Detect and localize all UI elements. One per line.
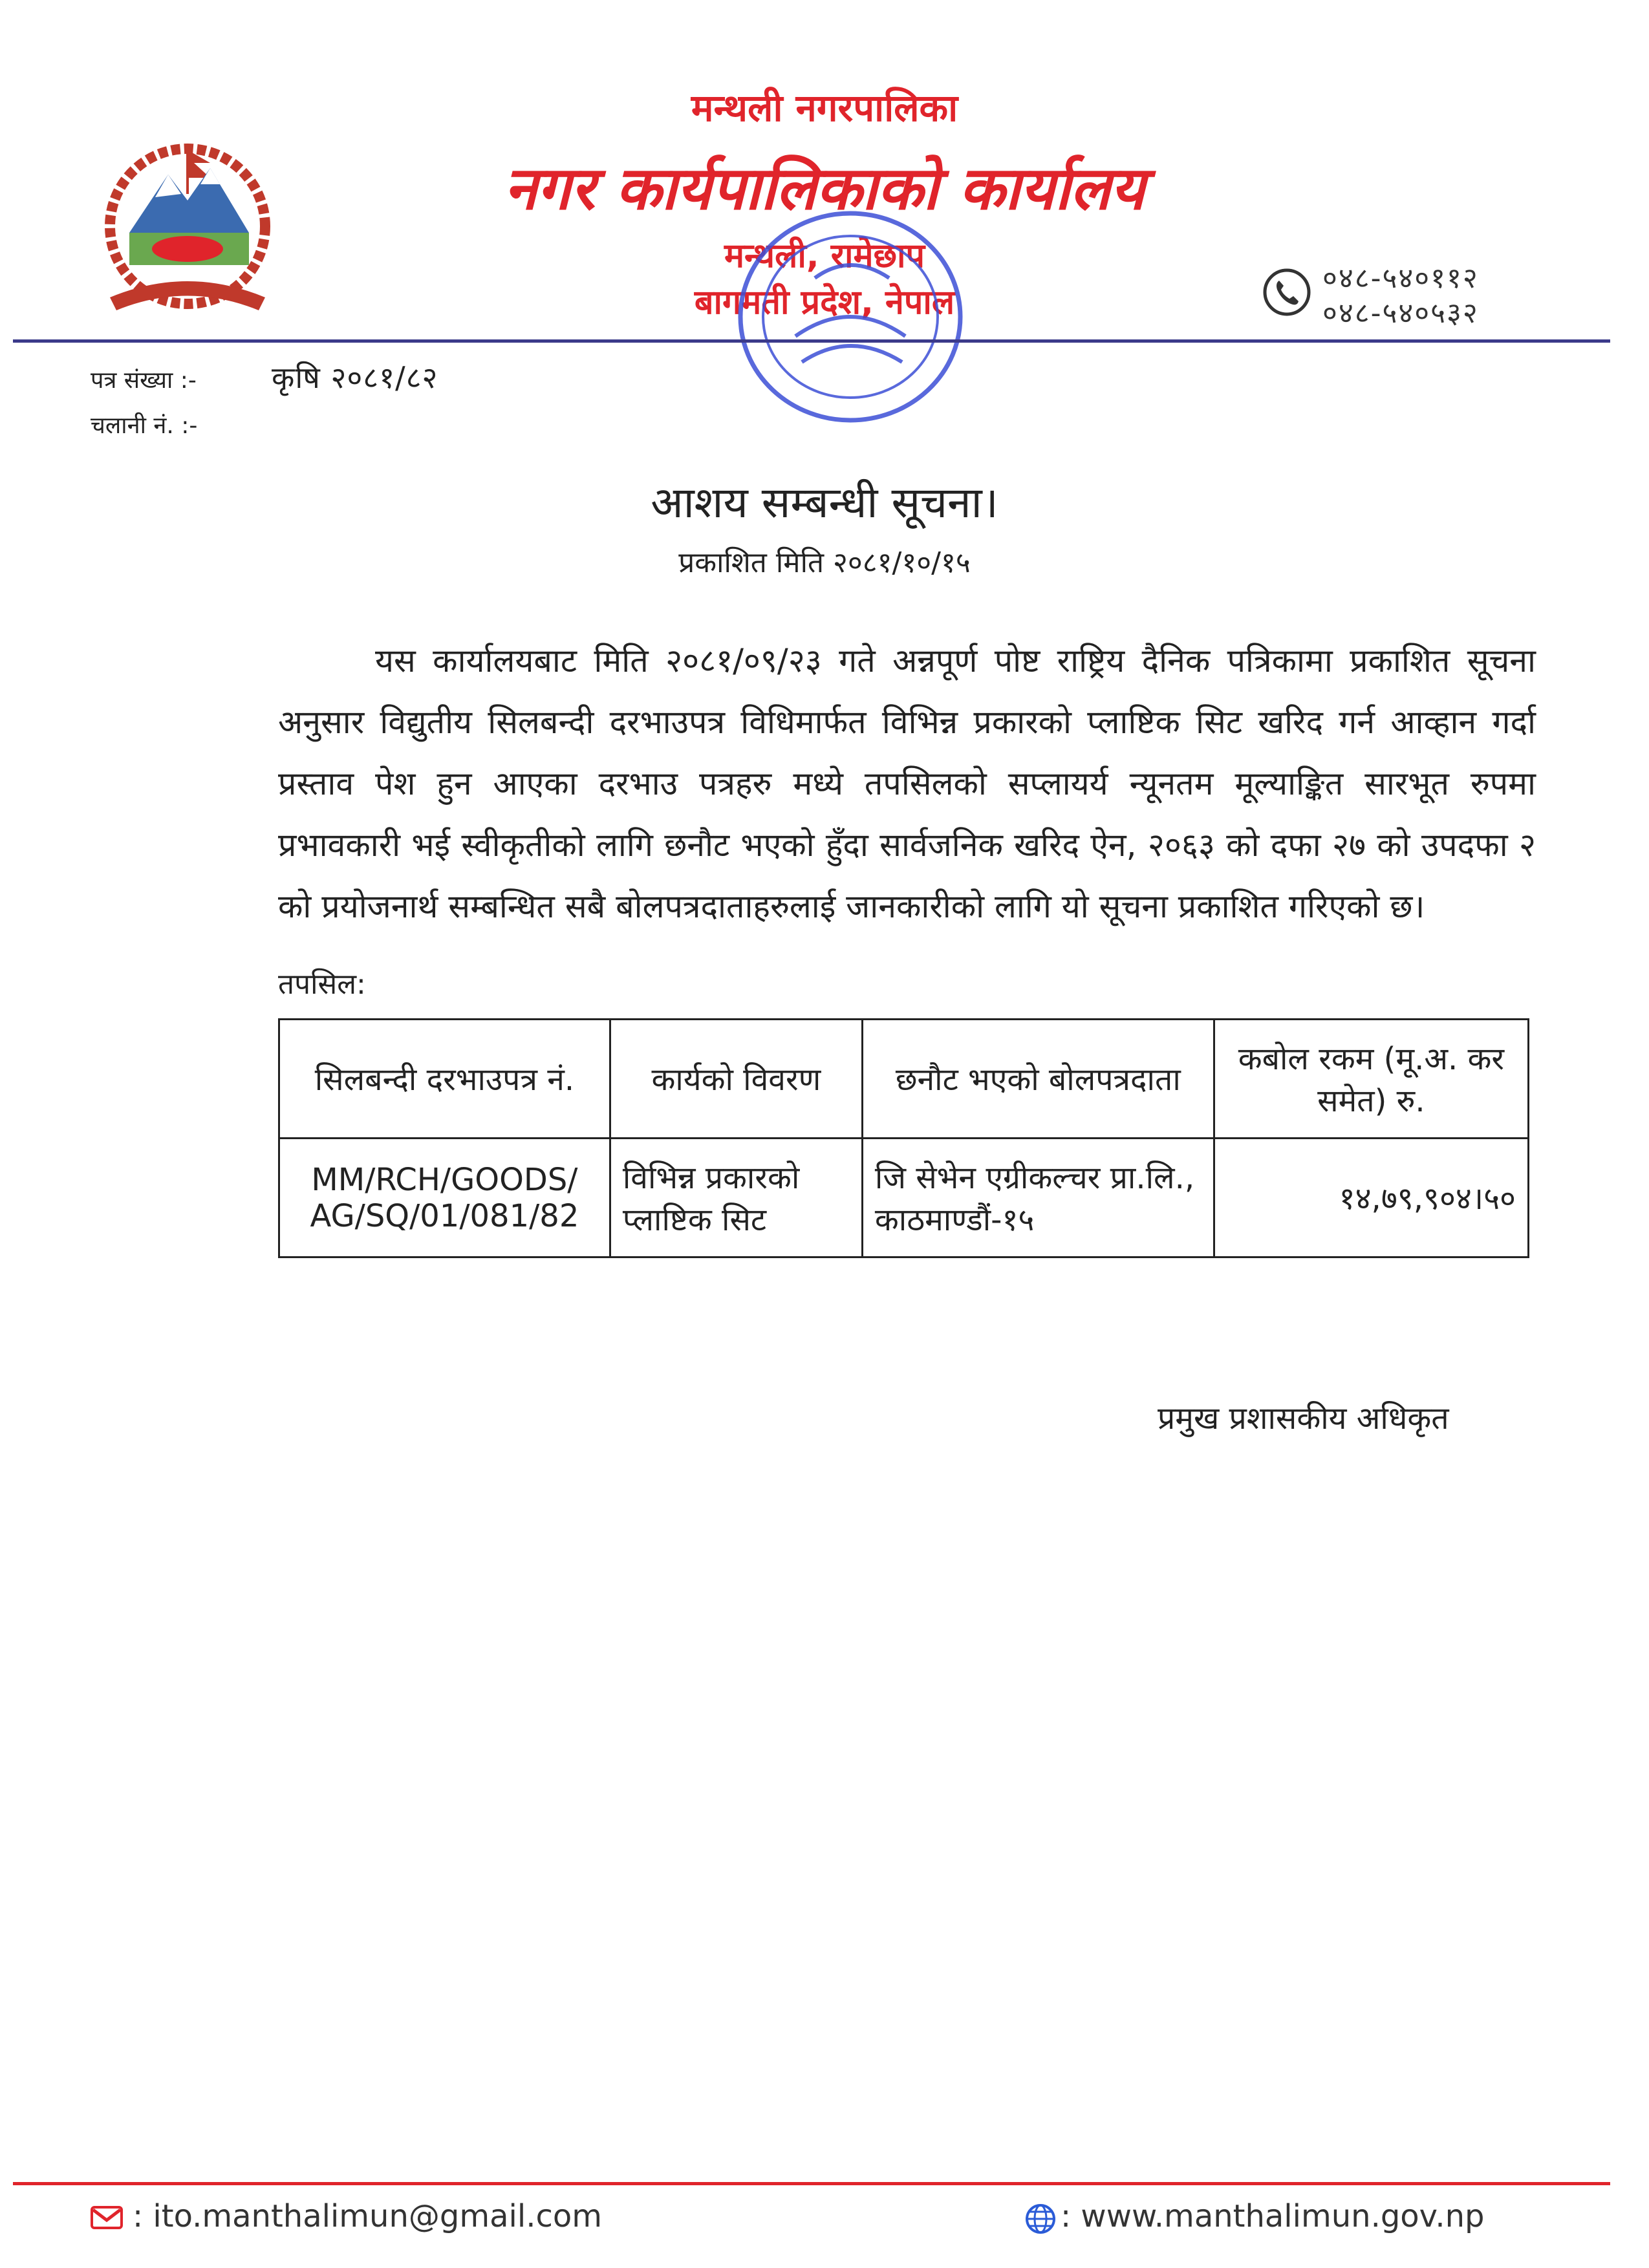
header-bidder: छनौट भएको बोलपत्रदाता bbox=[862, 1020, 1214, 1139]
footer-website[interactable]: : www.manthalimun.gov.np bbox=[1061, 2198, 1485, 2234]
cell-bidder: जि सेभेन एग्रीकल्चर प्रा.लि., काठमाण्डौं-१५ bbox=[862, 1139, 1214, 1257]
address-line1: मन्थली, रामेछाप bbox=[724, 237, 925, 275]
schedule-label: तपसिल: bbox=[278, 968, 366, 1001]
notice-body: यस कार्यालयबाट मिति २०८१/०९/२३ गते अन्नपूर्ण पोष्ट राष्ट्रिय दैनिक पत्रिकामा प्रकाशित सूचना अनुसार विद्युतीय सिलबन्दी दरभाउपत्र विधिमार्फत विभिन्न प्रकारको प्लाष्टिक सिट खरिद गर्न आव्हान गर्दा प्रस्ताव पेश हुन आएका दरभाउ पत्रहरु मध्ये तपसिलको सप्लायर्य न्यूनतम मूल्याङ्कित सारभूत रुपमा प्रभावकारी भई स्वीकृतीको लागि छनौट भएको हुँदा सार्वजनिक खरिद ऐन, २०६३ को दफा २७ को उपदफा २ को प्रयोजनार्थ सम्बन्धित सबै बोलपत्रदाताहरुलाई जानकारीको लागि यो सूचना प्रकाशित गरिएको छ। bbox=[278, 642, 1536, 925]
cell-description: विभिन्न प्रकारको प्लाष्टिक सिट bbox=[610, 1139, 862, 1257]
cell-bid-no: MM/RCH/GOODS/ AG/SQ/01/081/82 bbox=[279, 1139, 610, 1257]
phone-number-1: ०४८-५४०११२ bbox=[1322, 262, 1479, 295]
table-header-row bbox=[279, 1020, 1529, 1139]
notice-title: आशय सम्बन्धी सूचना। bbox=[651, 478, 998, 528]
phone-icon bbox=[1261, 266, 1313, 318]
email-icon bbox=[91, 2205, 123, 2231]
dispatch-number-label: चलानी नं. :- bbox=[91, 412, 198, 439]
header-divider bbox=[13, 339, 1610, 343]
award-table bbox=[278, 1018, 1529, 1258]
published-date: प्रकाशित मिति २०८१/१०/१५ bbox=[678, 546, 971, 579]
footer-email[interactable]: : ito.manthalimun@gmail.com bbox=[133, 2198, 602, 2234]
signatory-title: प्रमुख प्रशासकीय अधिकृत bbox=[1158, 1400, 1449, 1437]
phone-number-2: ०४८-५४०५३२ bbox=[1322, 297, 1479, 330]
globe-icon bbox=[1025, 2203, 1056, 2234]
office-name: नगर कार्यपालिकाको कार्यालय bbox=[504, 154, 1145, 223]
header-bid-no: सिलबन्दी दरभाउपत्र नं. bbox=[279, 1020, 610, 1139]
municipality-name: मन्थली नगरपालिका bbox=[691, 86, 958, 130]
table-row bbox=[279, 1139, 1529, 1257]
header-description: कार्यको विवरण bbox=[610, 1020, 862, 1139]
footer-divider bbox=[13, 2182, 1610, 2185]
letter-number-label: पत्र संख्या :- bbox=[91, 367, 197, 394]
office-stamp bbox=[724, 200, 976, 433]
letter-number-value: कृषि २०८१/८२ bbox=[272, 360, 438, 395]
header-amount: कबोल रकम (मू.अ. कर समेत) रु. bbox=[1214, 1020, 1528, 1139]
address-line2: बागमती प्रदेश, नेपाल bbox=[694, 283, 955, 322]
cell-amount: १४,७९,९०४।५० bbox=[1214, 1139, 1528, 1257]
